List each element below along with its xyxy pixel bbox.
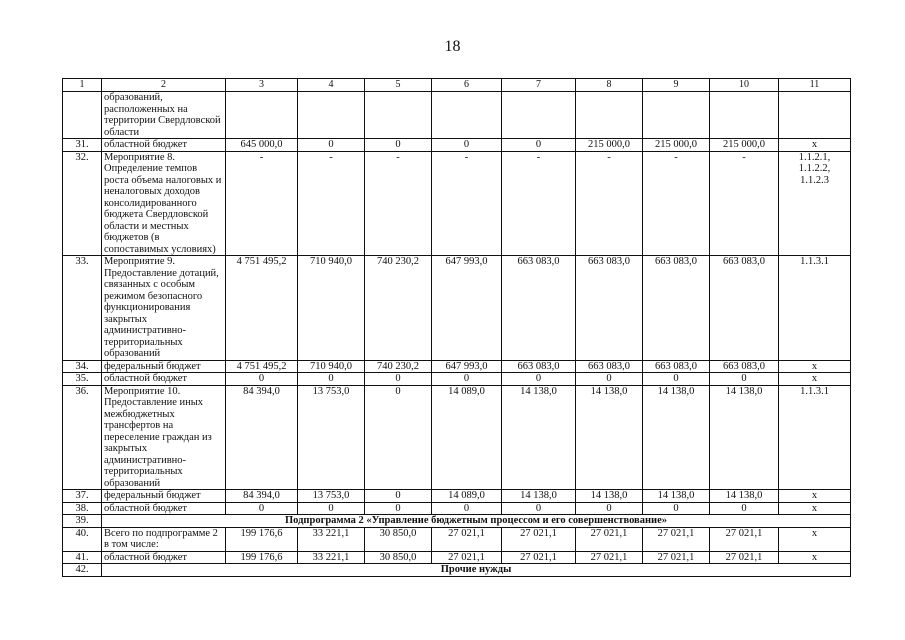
target-ref-cell: x [779, 360, 851, 373]
amount-cell: 0 [710, 502, 779, 515]
amount-cell: 14 138,0 [710, 490, 779, 503]
row-number-cell: 33. [63, 256, 102, 361]
item-name-cell: образований, расположенных на территории Свердловской области [102, 92, 226, 139]
table-row [63, 385, 851, 490]
amount-cell: 710 940,0 [298, 360, 365, 373]
amount-cell: 14 138,0 [576, 385, 643, 490]
amount-cell: 27 021,1 [710, 527, 779, 551]
amount-cell [365, 92, 432, 139]
amount-cell: 14 138,0 [576, 490, 643, 503]
amount-cell: 215 000,0 [643, 139, 710, 152]
item-name-cell: областной бюджет [102, 373, 226, 386]
column-number-cell: 7 [502, 79, 576, 92]
amount-cell: 0 [298, 373, 365, 386]
amount-cell: 14 138,0 [643, 490, 710, 503]
amount-cell: 27 021,1 [502, 551, 576, 564]
amount-cell: 0 [502, 373, 576, 386]
amount-cell: 710 940,0 [298, 256, 365, 361]
amount-cell [643, 92, 710, 139]
item-name-cell: Всего по подпрограмме 2 в том числе: [102, 527, 226, 551]
amount-cell: 0 [365, 490, 432, 503]
target-ref-cell: x [779, 502, 851, 515]
amount-cell: 13 753,0 [298, 385, 365, 490]
amount-cell: 14 089,0 [432, 490, 502, 503]
amount-cell: - [298, 151, 365, 256]
amount-cell: 663 083,0 [643, 256, 710, 361]
table-row [63, 551, 851, 564]
amount-cell: 0 [432, 373, 502, 386]
amount-cell: 4 751 495,2 [226, 256, 298, 361]
table-row [63, 360, 851, 373]
amount-cell: 84 394,0 [226, 490, 298, 503]
target-ref-cell: 1.1.2.1, 1.1.2.2, 1.1.2.3 [779, 151, 851, 256]
amount-cell: - [226, 151, 298, 256]
amount-cell: - [710, 151, 779, 256]
amount-cell [576, 92, 643, 139]
amount-cell: 0 [365, 373, 432, 386]
row-number-cell [63, 92, 102, 139]
amount-cell: 0 [226, 502, 298, 515]
amount-cell: 663 083,0 [576, 360, 643, 373]
table-row [63, 490, 851, 503]
amount-cell: - [643, 151, 710, 256]
table-row [63, 502, 851, 515]
column-number-cell: 8 [576, 79, 643, 92]
page-number: 18 [444, 38, 461, 55]
amount-cell: 27 021,1 [432, 527, 502, 551]
amount-cell: 663 083,0 [710, 256, 779, 361]
table-row [63, 92, 851, 139]
amount-cell: - [365, 151, 432, 256]
amount-cell: 0 [432, 502, 502, 515]
amount-cell: 14 138,0 [502, 385, 576, 490]
item-name-cell: областной бюджет [102, 139, 226, 152]
amount-cell: 663 083,0 [502, 360, 576, 373]
amount-cell: 27 021,1 [576, 551, 643, 564]
row-number-cell: 38. [63, 502, 102, 515]
row-number-cell: 36. [63, 385, 102, 490]
amount-cell: 27 021,1 [643, 527, 710, 551]
target-ref-cell: x [779, 139, 851, 152]
row-number-cell: 32. [63, 151, 102, 256]
table-row [63, 151, 851, 256]
amount-cell: 663 083,0 [502, 256, 576, 361]
table-row [63, 139, 851, 152]
table-row [63, 564, 851, 577]
column-number-cell: 9 [643, 79, 710, 92]
amount-cell: 0 [643, 373, 710, 386]
amount-cell: 0 [298, 139, 365, 152]
amount-cell: 647 993,0 [432, 256, 502, 361]
row-number-cell: 41. [63, 551, 102, 564]
row-number-cell: 40. [63, 527, 102, 551]
amount-cell [502, 92, 576, 139]
target-ref-cell [779, 92, 851, 139]
amount-cell: 0 [643, 502, 710, 515]
amount-cell: 13 753,0 [298, 490, 365, 503]
amount-cell: 0 [502, 502, 576, 515]
amount-cell [226, 92, 298, 139]
amount-cell: 647 993,0 [432, 360, 502, 373]
amount-cell: 0 [365, 502, 432, 515]
table-row [63, 256, 851, 361]
amount-cell: 663 083,0 [576, 256, 643, 361]
column-number-cell: 11 [779, 79, 851, 92]
amount-cell: 4 751 495,2 [226, 360, 298, 373]
row-number-cell: 39. [63, 515, 102, 528]
amount-cell: 645 000,0 [226, 139, 298, 152]
amount-cell: 199 176,6 [226, 527, 298, 551]
amount-cell: 27 021,1 [710, 551, 779, 564]
amount-cell: 663 083,0 [710, 360, 779, 373]
column-number-cell: 3 [226, 79, 298, 92]
amount-cell: 33 221,1 [298, 551, 365, 564]
column-number-cell: 10 [710, 79, 779, 92]
amount-cell: 0 [365, 385, 432, 490]
table-row [63, 515, 851, 528]
amount-cell [432, 92, 502, 139]
amount-cell: 0 [502, 139, 576, 152]
amount-cell: 215 000,0 [710, 139, 779, 152]
column-number-cell: 1 [63, 79, 102, 92]
section-title-cell: Прочие нужды [102, 564, 851, 577]
amount-cell: 27 021,1 [502, 527, 576, 551]
amount-cell: 0 [226, 373, 298, 386]
budget-table-body [63, 79, 851, 577]
amount-cell [710, 92, 779, 139]
amount-cell: - [502, 151, 576, 256]
item-name-cell: Мероприятие 10. Предоставление иных межбюджетных трансфертов на переселение граждан из закрытых административно- территориальных образований [102, 385, 226, 490]
amount-cell: 33 221,1 [298, 527, 365, 551]
amount-cell: - [432, 151, 502, 256]
table-row [63, 527, 851, 551]
row-number-cell: 31. [63, 139, 102, 152]
column-number-row [63, 79, 851, 92]
amount-cell: 0 [576, 502, 643, 515]
item-name-cell: Мероприятие 9. Предоставление дотаций, связанных с особым режимом безопасного функционирования закрытых административно- территориальных образований [102, 256, 226, 361]
amount-cell: 0 [710, 373, 779, 386]
amount-cell: 14 089,0 [432, 385, 502, 490]
column-number-cell: 4 [298, 79, 365, 92]
target-ref-cell: 1.1.3.1 [779, 385, 851, 490]
amount-cell: 84 394,0 [226, 385, 298, 490]
target-ref-cell: x [779, 551, 851, 564]
amount-cell: 27 021,1 [576, 527, 643, 551]
amount-cell: 14 138,0 [502, 490, 576, 503]
item-name-cell: федеральный бюджет [102, 490, 226, 503]
amount-cell: 740 230,2 [365, 360, 432, 373]
column-number-cell: 5 [365, 79, 432, 92]
row-number-cell: 42. [63, 564, 102, 577]
target-ref-cell: 1.1.3.1 [779, 256, 851, 361]
amount-cell: 14 138,0 [643, 385, 710, 490]
row-number-cell: 34. [63, 360, 102, 373]
item-name-cell: федеральный бюджет [102, 360, 226, 373]
amount-cell: 0 [365, 139, 432, 152]
amount-cell: 0 [576, 373, 643, 386]
column-number-cell: 6 [432, 79, 502, 92]
amount-cell: 199 176,6 [226, 551, 298, 564]
row-number-cell: 37. [63, 490, 102, 503]
amount-cell: 215 000,0 [576, 139, 643, 152]
table-row [63, 373, 851, 386]
amount-cell: 0 [298, 502, 365, 515]
amount-cell: 30 850,0 [365, 551, 432, 564]
amount-cell: 663 083,0 [643, 360, 710, 373]
target-ref-cell: x [779, 373, 851, 386]
target-ref-cell: x [779, 490, 851, 503]
amount-cell: 27 021,1 [432, 551, 502, 564]
amount-cell: 30 850,0 [365, 527, 432, 551]
budget-table [62, 78, 851, 577]
target-ref-cell: x [779, 527, 851, 551]
amount-cell: 0 [432, 139, 502, 152]
amount-cell: 27 021,1 [643, 551, 710, 564]
item-name-cell: областной бюджет [102, 502, 226, 515]
section-title-cell: Подпрограмма 2 «Управление бюджетным процессом и его совершенствование» [102, 515, 851, 528]
amount-cell: 740 230,2 [365, 256, 432, 361]
column-number-cell: 2 [102, 79, 226, 92]
amount-cell: - [576, 151, 643, 256]
amount-cell: 14 138,0 [710, 385, 779, 490]
item-name-cell: областной бюджет [102, 551, 226, 564]
item-name-cell: Мероприятие 8. Определение темпов роста объема налоговых и неналоговых доходов консолидированного бюджета Свердловской области и местных бюджетов (в сопоставимых условиях) [102, 151, 226, 256]
row-number-cell: 35. [63, 373, 102, 386]
amount-cell [298, 92, 365, 139]
